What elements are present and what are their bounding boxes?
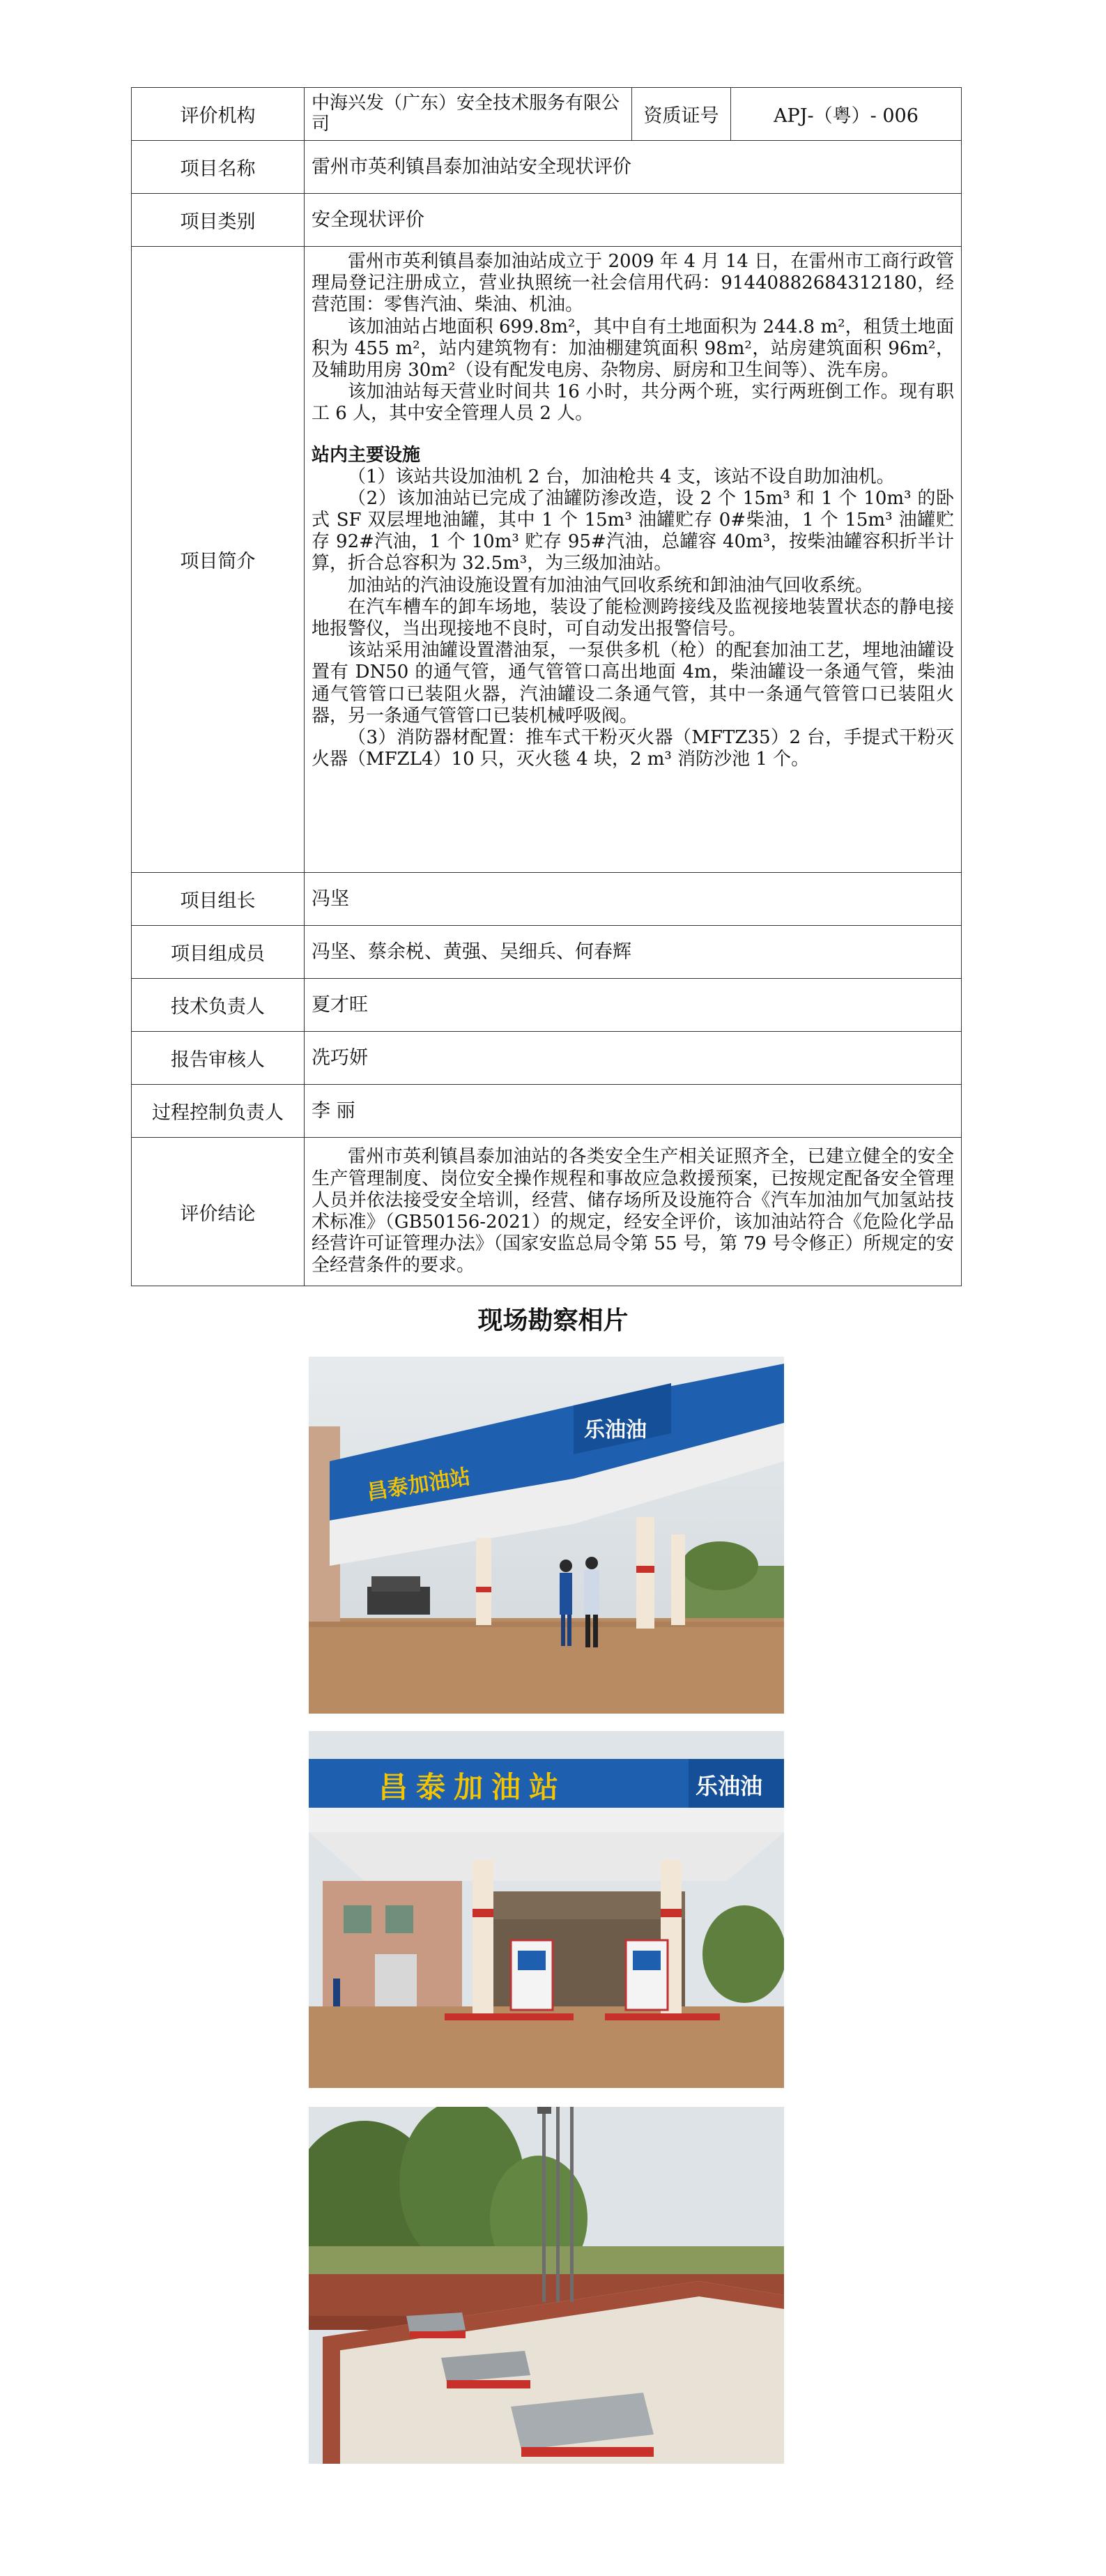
row-project-type	[132, 194, 962, 247]
site-photo-2-image	[309, 1731, 784, 2088]
tech-value: 夏才旺	[305, 979, 962, 1032]
row-tech	[132, 979, 962, 1032]
tech-label: 技术负责人	[132, 979, 305, 1032]
agency-label: 评价机构	[132, 88, 305, 141]
intro-content	[305, 247, 962, 873]
intro-paragraph-7: 在汽车槽车的卸车场地，装设了能检测跨接线及监视接地装置状态的静电接地报警仪，当出现接地不良时，可自动发出报警信号。	[312, 596, 954, 639]
process-label: 过程控制负责人	[132, 1085, 305, 1138]
photo2-sign-left: 昌泰加油站	[378, 1770, 567, 1804]
intro-paragraph-2: 该加油站占地面积 699.8m²，其中自有土地面积为 244.8 m²，租赁土地面积为 455 m²，站内建筑物有：加油棚建筑面积 98m²，站房建筑面积 96m²，及辅助用房 30m²（设有配发电房、杂物房、厨房和卫生间等）、洗车房。	[312, 316, 954, 381]
project-type-value: 安全现状评价	[305, 194, 962, 247]
row-agency	[132, 88, 962, 141]
intro-paragraph-8: 该站采用油罐设置潜油泵，一泵供多机（枪）的配套加油工艺，埋地油罐设置有 DN50 的通气管，通气管管口高出地面 4m，柴油罐设一条通气管，柴油通气管管口已装阻火器，汽油罐设二条通气管，其中一条通气管管口已装阻火器，另一条通气管管口已装机械呼吸阀。	[312, 640, 954, 726]
row-reviewer	[132, 1032, 962, 1085]
agency-value: 中海兴发（广东）安全技术服务有限公司	[305, 88, 632, 141]
intro-paragraph-1: 雷州市英利镇昌泰加油站成立于 2009 年 4 月 14 日，在雷州市工商行政管理局登记注册成立，营业执照统一社会信用代码：91440882684312180，经营范围：零售汽油、柴油、机油。	[312, 251, 954, 316]
intro-paragraph-6: 加油站的汽油设施设置有加油油气回收系统和卸油油气回收系统。	[348, 574, 874, 596]
conclusion-value	[305, 1138, 962, 1286]
photos-title: 现场勘察相片	[477, 1306, 629, 1335]
leader-label: 项目组长	[132, 873, 305, 926]
reviewer-value: 冼巧妍	[305, 1032, 962, 1085]
intro-label: 项目简介	[132, 247, 305, 873]
project-name-value: 雷州市英利镇昌泰加油站安全现状评价	[305, 141, 962, 194]
row-conclusion	[132, 1138, 962, 1286]
photo1-sign-right: 乐油油	[584, 1418, 647, 1442]
row-project-name	[132, 141, 962, 194]
intro-paragraph-3: 该加油站每天营业时间共 16 小时，共分两个班，实行两班倒工作。现有职工 6 人，其中安全管理人员 2 人。	[312, 381, 954, 425]
cert-label: 资质证号	[632, 88, 731, 141]
project-name-label: 项目名称	[132, 141, 305, 194]
intro-paragraph-9: （3）消防器材配置：推车式干粉灭火器（MFTZ35）2 台，手提式干粉灭火器（MFZL4）10 只，灭火毯 4 块，2 m³ 消防沙池 1 个。	[312, 726, 954, 770]
process-value: 李 丽	[305, 1085, 962, 1138]
site-photo-tank-area	[309, 2107, 784, 2464]
leader-value: 冯坚	[305, 873, 962, 926]
facilities-heading: 站内主要设施	[312, 444, 421, 466]
site-photo-canopy-people	[309, 1357, 784, 1714]
members-value: 冯坚、蔡余棁、黄强、吴细兵、何春辉	[305, 926, 962, 979]
row-intro	[132, 247, 962, 873]
conclusion-label: 评价结论	[132, 1138, 305, 1286]
row-process	[132, 1085, 962, 1138]
row-leader	[132, 873, 962, 926]
row-members	[132, 926, 962, 979]
photo1-sign-left: 昌泰加油站	[364, 1464, 473, 1505]
evaluation-info-table	[131, 87, 962, 1286]
project-type-label: 项目类别	[132, 194, 305, 247]
site-photo-station-front	[309, 1731, 784, 2088]
members-label: 项目组成员	[132, 926, 305, 979]
conclusion-text: 雷州市英利镇昌泰加油站的各类安全生产相关证照齐全，已建立健全的安全生产管理制度、岗位安全操作规程和事故应急救援预案，已按规定配备安全管理人员并依法接受安全培训，经营、储存场所及设施符合《汽车加油加气加氢站技术标准》（GB50156-2021）的规定，经安全评价，该加油站符合《危险化学品经营许可证管理办法》（国家安监总局令第 55 号，第 79 号令修正）所规定的安全经营条件的要求。	[312, 1146, 954, 1276]
site-photo-3-image	[309, 2107, 784, 2464]
intro-paragraph-4: （1）该站共设加油机 2 台，加油枪共 4 支，该站不设自助加油机。	[348, 466, 895, 487]
reviewer-label: 报告审核人	[132, 1032, 305, 1085]
site-photo-1-image	[309, 1357, 784, 1714]
cert-value: APJ-（粤）- 006	[731, 88, 962, 141]
intro-paragraph-5: （2）该加油站已完成了油罐防渗改造，设 2 个 15m³ 和 1 个 10m³ 的卧式 SF 双层埋地油罐，其中 1 个 15m³ 油罐贮存 0#柴油，1 个 15m³ 油罐贮存 92#汽油，1 个 10m³ 贮存 95#汽油，总罐容 40m³，按柴油罐容积折半计算，折合总容积为 32.5m³，为三级加油站。	[312, 487, 954, 574]
photo2-sign-right: 乐油油	[696, 1773, 763, 1799]
